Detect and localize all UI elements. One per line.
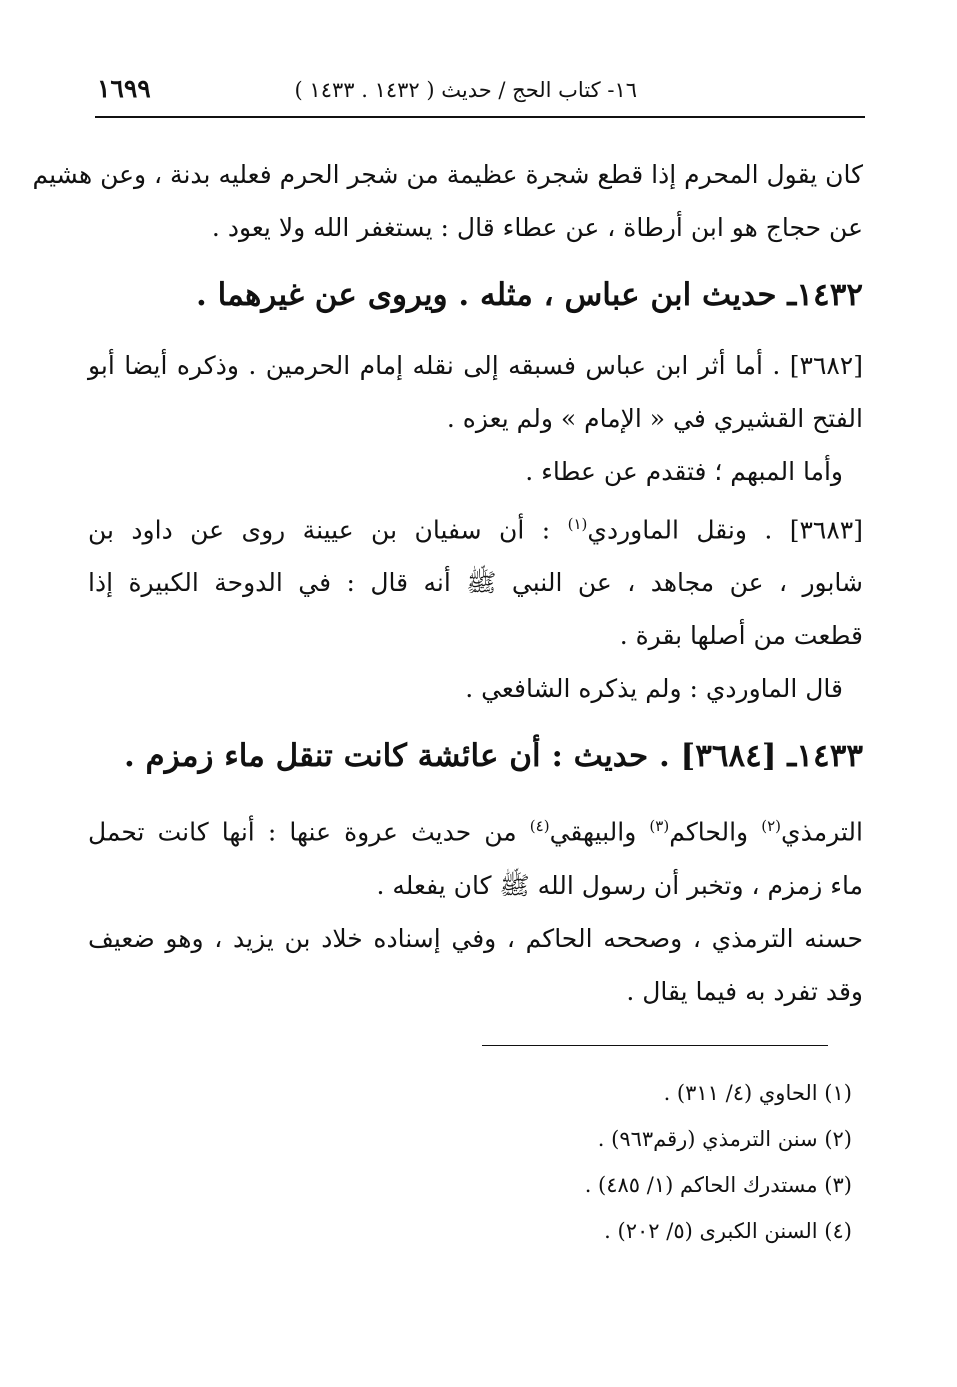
- footnote-ref-1: (١): [567, 515, 588, 533]
- text-segment: والحاكم: [669, 817, 762, 847]
- text-segment: الترمذي: [781, 817, 863, 847]
- text-segment: [٣٦٨٣] . ونقل الماوردي: [587, 515, 863, 545]
- text-line: وأما المبهم ؛ فتقدم عن عطاء .: [525, 457, 843, 486]
- text-line: كان يقول المحرم إذا قطع شجرة عظيمة من شجر الحرم فعليه بدنة ، وعن هشيم: [32, 160, 863, 189]
- footnote-4: (٤) السنن الكبرى (٥/ ٢٠٢) .: [604, 1219, 852, 1243]
- text-line: شابور ، عن مجاهد ، عن النبي ﷺ أنه قال : في الدوحة الكبيرة إذا: [88, 568, 863, 598]
- text-line: [٣٦٨٢] . أما أثر ابن عباس فسبقه إلى نقله إمام الحرمين . وذكره أيضا أبو: [88, 351, 863, 380]
- text-line: عن حجاج هو ابن أرطاة ، عن عطاء قال : يستغفر الله ولا يعود .: [211, 213, 863, 242]
- hadith-heading-1432: ١٤٣٢ـ حديث ابن عباس ، مثله . ويروى عن غيرهما .: [196, 277, 863, 313]
- footnotes: [585, 1070, 852, 1254]
- footnote-divider: [482, 1045, 828, 1046]
- footnote-1: (١) الحاوي (٤/ ٣١١) .: [663, 1081, 852, 1105]
- page-header: [95, 70, 865, 118]
- footnote-ref-2: (٢): [761, 817, 782, 836]
- text-line: [88, 800, 863, 858]
- footnote-ref-4: (٤): [529, 817, 550, 836]
- text-line: قطعت من أصلها بقرة .: [619, 621, 863, 651]
- text-line: قال الماوردي : ولم يذكره الشافعي .: [465, 674, 843, 704]
- text-line: ماء زمزم ، وتخبر أن رسول الله ﷺ كان يفعله .: [376, 870, 863, 900]
- running-head: ١٦- كتاب الحج / حديث ( ١٤٣٢ . ١٤٣٣ ): [294, 78, 637, 102]
- text-segment: من حديث عروة عنها : أنها كانت تحمل: [88, 817, 530, 847]
- page-number: ١٦٩٩: [97, 74, 151, 103]
- main-text: [32, 148, 863, 1018]
- text-segment: : أن سفيان بن عيينة روى عن داود بن: [88, 515, 568, 545]
- footnote-3: (٣) مستدرك الحاكم (١/ ٤٨٥) .: [584, 1173, 852, 1197]
- text-line: الفتح القشيري في « الإمام » ولم يعزه .: [446, 404, 863, 433]
- footnote-ref-3: (٣): [649, 817, 670, 836]
- footnote-2: (٢) سنن الترمذي (رقم٩٦٣) .: [597, 1127, 852, 1151]
- text-segment: والبيهقي: [549, 817, 650, 847]
- text-line: وقد تفرد به فيما يقال .: [626, 976, 863, 1006]
- hadith-heading-1433: ١٤٣٣ـ [٣٦٨٤] . حديث : أن عائشة كانت تنقل ماء زمزم .: [123, 738, 863, 775]
- text-line: حسنه الترمذي ، وصححه الحاكم ، وفي إسناده خلاد بن يزيد ، وهو ضعيف: [88, 923, 863, 953]
- text-line: [88, 498, 863, 556]
